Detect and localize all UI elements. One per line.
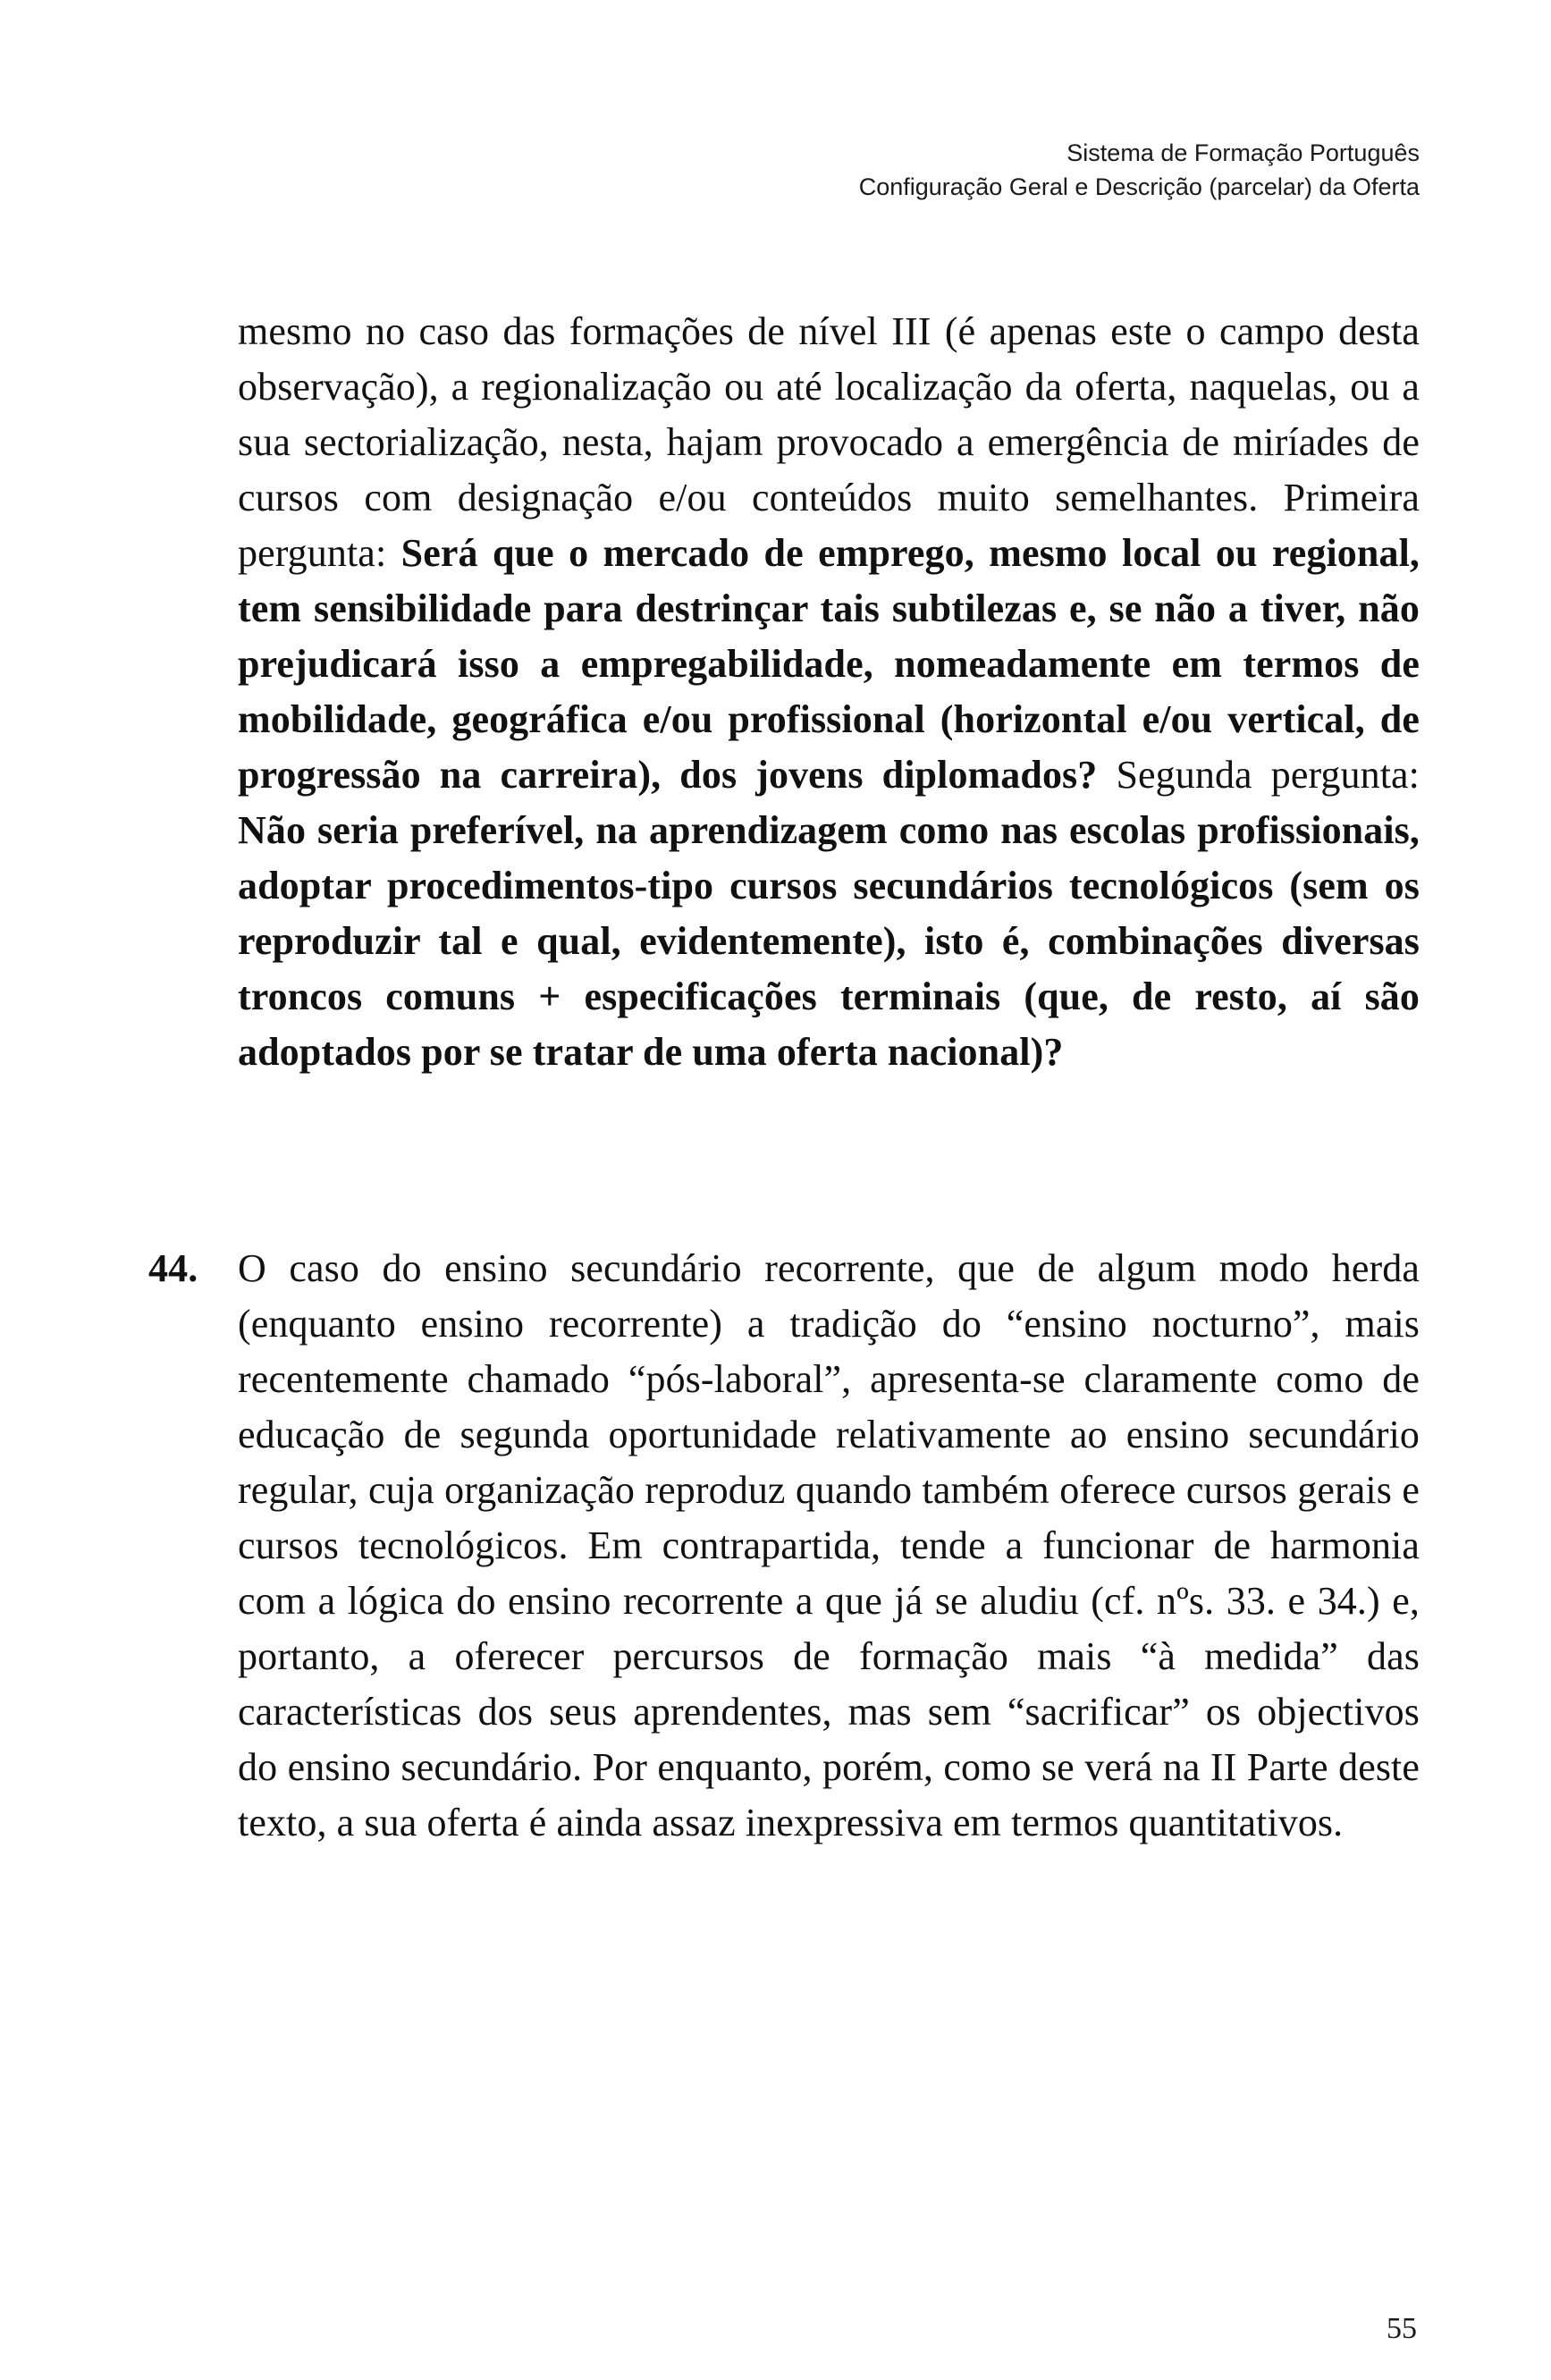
paragraph-continued: [238, 304, 1420, 1080]
paragraph-44: [148, 1241, 1420, 1851]
header-title: Sistema de Formação Português: [1066, 139, 1420, 166]
running-header: [859, 136, 1420, 204]
header-subtitle: Configuração Geral e Descrição (parcelar) da Oferta: [858, 173, 1420, 200]
second-question-bold: Não seria preferível, na aprendizagem como nas escolas profissionais, adoptar procedimentos-tipo cursos secundários tecnológicos (sem os reproduzir tal e qual, evidentemente), isto é, combinações diversas troncos comuns + especificações terminais (que, de resto, aí são adoptados por se tratar de uma oferta nacional)?: [238, 808, 1420, 1074]
second-question-intro: Segunda pergunta:: [1097, 753, 1420, 797]
paragraph-intro-text: mesmo no caso das formações de nível III (é apenas este o campo desta observação), a regionalização ou até localização da oferta, naquelas, ou a sua sectorialização, nesta, hajam provocado a emergência de miríades de cursos com designação e/ou conteúdos muito semelhantes. Primeira pergunta:: [238, 309, 1420, 575]
page-number: 55: [1387, 2312, 1417, 2345]
paragraph-44-text: O caso do ensino secundário recorrente, que de algum modo herda (enquanto ensino recorrente) a tradição do “ensino nocturno”, mais recentemente chamado “pós-laboral”, apresenta-se claramente como de educação de segunda oportunidade relativamente ao ensino secundário regular, cuja organização reproduz quando também oferece cursos gerais e cursos tecnológicos. Em contrapartida, tende a funcionar de harmonia com a lógica do ensino recorrente a que já se aludiu (cf. nºs. 33. e 34.) e, portanto, a oferecer percursos de formação mais “à medida” das características dos seus aprendentes, mas sem “sacrificar” os objectivos do ensino secundário. Por enquanto, porém, como se verá na II Parte deste texto, a sua oferta é ainda assaz inexpressiva em termos quantitativos.: [238, 1246, 1420, 1844]
paragraph-number: 44.: [148, 1246, 198, 1290]
first-question-bold: Será que o mercado de emprego, mesmo local ou regional, tem sensibilidade para destrinçar tais subtilezas e, se não a tiver, não prejudicará isso a empregabilidade, nomeadamente em termos de mobilidade, geográfica e/ou profissional (horizontal e/ou vertical, de progressão na carreira), dos jovens diplomados?: [238, 531, 1420, 797]
